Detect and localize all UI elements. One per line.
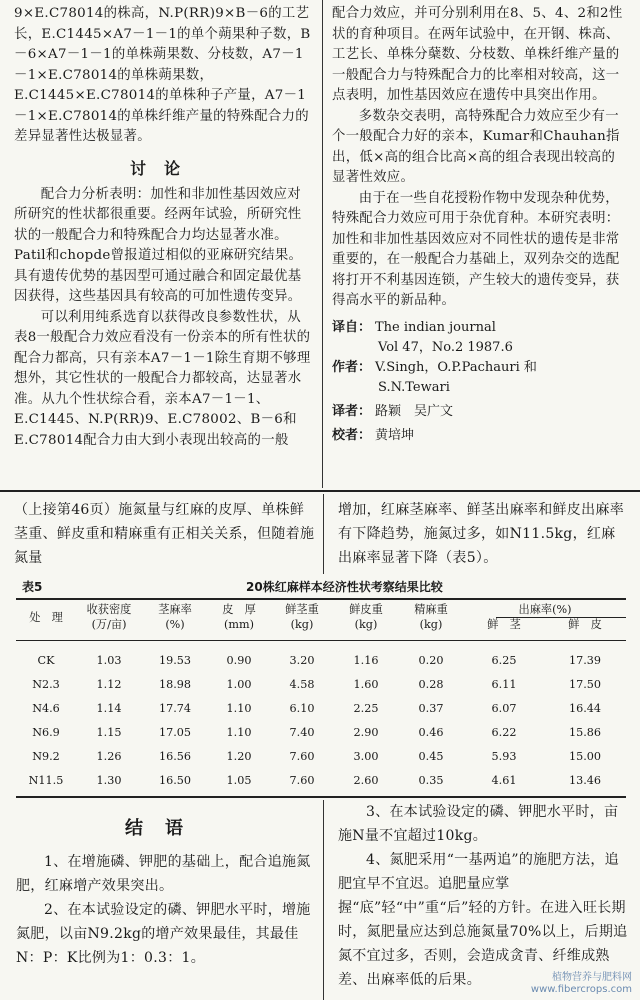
conclusion-right — [338, 800, 628, 992]
unit-ratio: (%) — [165, 618, 185, 631]
table-cell: 7.60 — [289, 749, 315, 763]
conclusion-item-1: 1、在增施磷、钾肥的基础上，配合追施氮肥，红麻增产效果突出。 — [16, 854, 311, 894]
unit-stem: (kg) — [290, 618, 314, 631]
table-cell: 5.93 — [491, 749, 517, 763]
reviewer-line: 校者： 黄培坤 — [332, 427, 415, 443]
table-cell: 1.12 — [96, 677, 122, 691]
source-line: 译自： The indian journal — [332, 319, 496, 335]
col-header-rate: 出麻率(%) — [518, 603, 572, 616]
table-label: 表5 — [22, 580, 43, 594]
table-unit-row — [16, 617, 626, 632]
table-cell: 6.11 — [491, 677, 517, 691]
results-paragraph: 9×E.C78014的株高，N.P(RR)9×B－6的工艺长，E.C1445×A7－1－1的单个蒴果种子数，B－6×A7－1－1的单株蒴果数、分枝数，A7－1－1×E.C78014的单株蒴果数，E.C1445×E.C78014的单株种子产量，A7－1－1×E.C78014的单株纤维产量的特殊配合力的差异显著性达极显著。 — [14, 6, 311, 144]
table-cell: 15.00 — [568, 749, 602, 763]
table-cell: 16.56 — [158, 749, 192, 763]
table-cell: 1.60 — [353, 677, 379, 691]
conclusion-heading: 结语 — [125, 818, 205, 839]
table-cell: 7.60 — [289, 773, 315, 787]
conclusion-item-4: 4、氮肥采用“一基两追”的施肥方法，追肥宜早不宜迟。追肥量应掌握“底”轻“中”重“后”轻的方针。在进入旺长期时，氮肥量应达到总施氮量70%以上，后期追氮不宜过多，否则，会造成贪青、纤维成熟差、出麻率低的后果。 — [338, 852, 628, 988]
article-right-column — [332, 4, 628, 446]
table-row — [16, 744, 626, 768]
table-cell: 1.10 — [226, 701, 252, 715]
author-line-2: S.N.Tewari — [378, 379, 450, 395]
discussion-heading: 讨论 — [129, 158, 198, 178]
table-cell: 6.07 — [491, 701, 517, 715]
table-cell: 0.20 — [418, 653, 444, 667]
column-divider-top — [322, 0, 323, 488]
table-header-rule — [16, 640, 626, 641]
table-cell: 15.86 — [568, 725, 602, 739]
table-cell: 0.35 — [418, 773, 444, 787]
table-cell: 1.30 — [96, 773, 122, 787]
cell-treatment: N9.2 — [32, 749, 60, 763]
table-cell: 0.90 — [226, 653, 252, 667]
cell-treatment: N6.9 — [32, 725, 60, 739]
cell-treatment: CK — [37, 653, 55, 667]
rate-sub-stem: 鲜 茎 — [487, 618, 521, 631]
table-cell: 6.25 — [491, 653, 517, 667]
rate-group-rule — [496, 617, 626, 618]
conclusion-item-3: 3、在本试验设定的磷、钾肥水平时，亩施N量不宜超过10kg。 — [338, 804, 619, 844]
table-header-row — [16, 602, 626, 617]
col-header-stem: 鲜茎重 — [285, 603, 319, 616]
table-cell: 16.50 — [158, 773, 192, 787]
col-header-ratio: 茎麻率 — [158, 603, 192, 616]
table-cell: 17.74 — [158, 701, 192, 715]
table-cell: 1.10 — [226, 725, 252, 739]
article-separator — [0, 490, 640, 492]
cell-treatment: N11.5 — [28, 773, 64, 787]
table-cell: 0.45 — [418, 749, 444, 763]
table-cell: 7.40 — [289, 725, 315, 739]
author-line: 作者： V.Singh，O.P.Pachauri 和 — [332, 359, 537, 375]
source-volume: Vol 47，No.2 1987.6 — [378, 339, 513, 355]
col-header-fiber: 精麻重 — [414, 603, 448, 616]
table-cell: 18.98 — [158, 677, 192, 691]
table-cell: 1.15 — [96, 725, 122, 739]
column-divider-bottom — [323, 800, 324, 1000]
table-row — [16, 768, 626, 792]
table-cell: 2.90 — [353, 725, 379, 739]
cell-treatment: N4.6 — [32, 701, 60, 715]
conclusion-paragraph: 由于在一些自花授粉作物中发现杂种优势，特殊配合力效应可用于杂优育种。本研究表明：加性和非加性基因效应对不同性状的遗传是非常重要的，在一般配合力基础上，双列杂交的选配将打开不利基因连锁，产生较大的遗传变异，获得高水平的新品种。 — [332, 190, 620, 308]
article-left-column — [14, 4, 314, 451]
table-cell: 19.53 — [158, 653, 192, 667]
discussion-paragraph-2: 可以利用纯系选育以获得改良参数性状，从表8一般配合力效应看没有一份亲本的所有性状的配合力都高，只有亲本A7－1－1除生育期不够理想外，其它性状的一般配合力都较高，达显著水准。从九个性状综合看，亲本A7－1－1、E.C1445、N.P(RR)9、E.C78002、B－6和E.C78014配合力由大到小表现出较高的一般 — [14, 309, 311, 448]
continued-left — [14, 498, 316, 570]
table-row — [16, 672, 626, 696]
table-cell: 0.46 — [418, 725, 444, 739]
table-top-rule — [16, 598, 626, 600]
source-info — [332, 318, 628, 446]
watermark-title: 植物营养与肥料网 — [552, 972, 632, 983]
table-cell: 16.44 — [568, 701, 602, 715]
continued-text-right: 增加，红麻茎麻率、鲜茎出麻率和鲜皮出麻率有下降趋势，施氮过多，如N11.5kg，红麻出麻率显著下降（表5）。 — [338, 502, 624, 566]
table-title: 20株红麻样本经济性状考察结果比较 — [246, 580, 443, 594]
continuation-paragraph: 配合力效应，并可分别利用在8、5、4、2和2性状的育种项目。在两年试验中，在开钢、株高、工艺长、单株分蘖数、分枝数、单株纤维产量的一般配合力与特殊配合力的比率相对较高，这一点表明，加性基因效应在遗传中具突出作用。 — [332, 6, 623, 103]
table-cell: 3.20 — [289, 653, 315, 667]
site-watermark — [531, 972, 632, 996]
table-cell: 4.61 — [491, 773, 517, 787]
col-header-bark: 鲜皮重 — [349, 603, 383, 616]
unit-fiber: (kg) — [419, 618, 443, 631]
cell-treatment: N2.3 — [32, 677, 60, 691]
table-cell: 0.37 — [418, 701, 444, 715]
table-cell: 1.05 — [226, 773, 252, 787]
continued-text-left: （上接第46页）施氮量与红麻的皮厚、单株鲜茎重、鲜皮重和精麻重有正相关关系，但随着施氮量 — [14, 502, 315, 566]
col-header-thickness: 皮 厚 — [222, 603, 256, 616]
table-cell: 4.58 — [289, 677, 315, 691]
table-cell: 1.20 — [226, 749, 252, 763]
unit-bark: (kg) — [354, 618, 378, 631]
table-cell: 17.50 — [568, 677, 602, 691]
watermark-url: www.fibercrops.com — [530, 984, 632, 995]
table-row — [16, 648, 626, 672]
table-cell: 1.26 — [96, 749, 122, 763]
conclusion-item-2: 2、在本试验设定的磷、钾肥水平时，增施氮肥，以亩N9.2kg的增产效果最佳，其最佳N：P：K比例为1：0.3：1。 — [16, 902, 311, 966]
unit-density: (万/亩) — [91, 618, 127, 631]
discussion-paragraph-1: 配合力分析表明：加性和非加性基因效应对所研究的性状都很重要。经两年试验，所研究性状的一般配合力和特殊配合力均达显著水准。Patil和chopde曾报道过相似的亚麻研究结果。具有遗传优势的基因型可通过融合和固定最优基因获得，这些基因具有较高的可加性遗传变异。 — [14, 186, 303, 304]
column-divider-mid — [323, 494, 324, 574]
col-header-treatment: 处 理 — [29, 610, 63, 624]
unit-thickness: (mm) — [224, 618, 254, 631]
table-cell: 17.05 — [158, 725, 192, 739]
table-cell: 1.16 — [353, 653, 379, 667]
table-cell: 0.28 — [418, 677, 444, 691]
table-cell: 1.14 — [96, 701, 122, 715]
conclusion-left — [16, 806, 314, 970]
table-cell: 17.39 — [568, 653, 602, 667]
data-table-rows — [16, 648, 626, 792]
hybrid-paragraph: 多数杂交表明，高特殊配合力效应至少有一个一般配合力好的亲本，Kumar和Chauhan指出，低×高的组合比高×高的组合表现出较高的显著性效应。 — [332, 108, 620, 185]
table-cell: 1.03 — [96, 653, 122, 667]
table-cell: 2.60 — [353, 773, 379, 787]
table-row — [16, 696, 626, 720]
table-5 — [16, 578, 626, 596]
continued-right — [338, 498, 628, 570]
rate-sub-bark: 鲜 皮 — [568, 618, 602, 631]
table-cell: 3.00 — [353, 749, 379, 763]
table-row — [16, 720, 626, 744]
col-header-density: 收获密度 — [86, 603, 132, 616]
table-cell: 6.10 — [289, 701, 315, 715]
table-cell: 2.25 — [353, 701, 379, 715]
translator-line: 译者： 路颖 吴广文 — [332, 403, 454, 419]
table-cell: 1.00 — [226, 677, 252, 691]
table-rows — [16, 648, 626, 792]
table-bottom-rule — [16, 796, 626, 798]
table-cell: 13.46 — [568, 773, 602, 787]
table-cell: 6.22 — [491, 725, 517, 739]
